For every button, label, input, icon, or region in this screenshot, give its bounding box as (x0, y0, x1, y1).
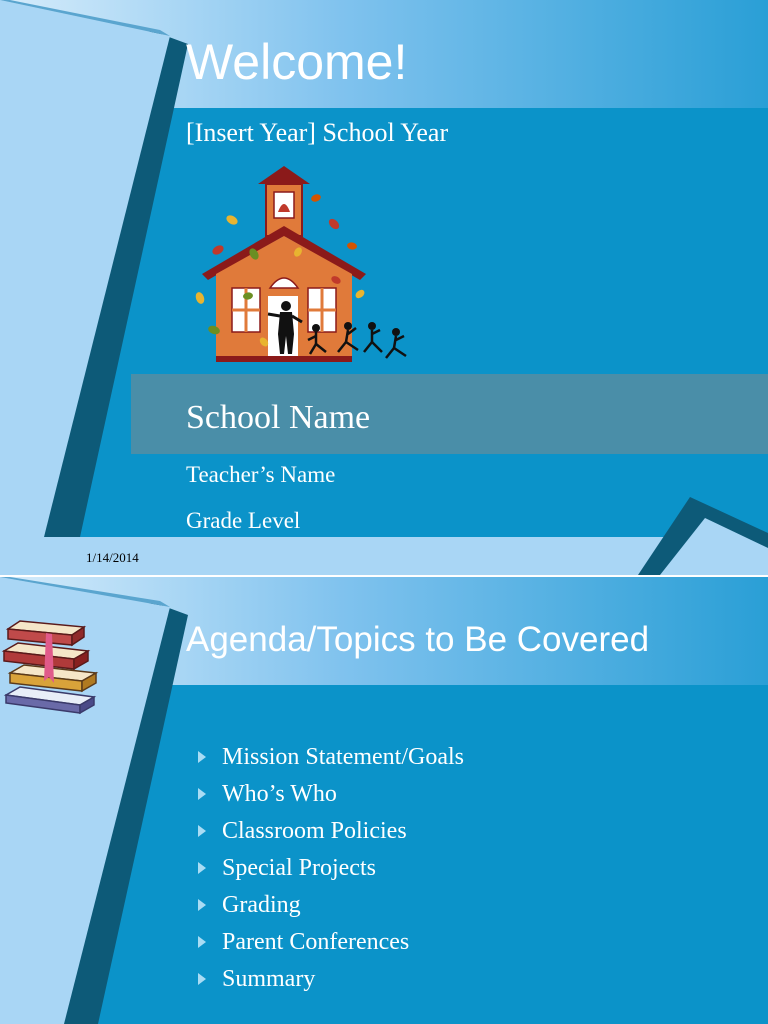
grade-level: Grade Level (186, 508, 301, 533)
bullet-arrow-icon (198, 899, 206, 911)
bullet-arrow-icon (198, 936, 206, 948)
book-stack-icon (0, 613, 104, 717)
list-item (196, 778, 464, 815)
slide-title: Agenda/Topics to Be Covered (186, 620, 650, 659)
agenda-item-label: Special Projects (222, 855, 376, 881)
slide-title: Welcome! (186, 34, 408, 90)
agenda-item-label: Who’s Who (222, 781, 337, 807)
agenda-item-label: Summary (222, 966, 316, 992)
list-item (196, 889, 464, 926)
school-name: School Name (186, 399, 371, 436)
schoolhouse-icon (188, 164, 414, 368)
list-item (196, 741, 464, 778)
list-item (196, 963, 464, 1000)
bullet-arrow-icon (198, 973, 206, 985)
agenda-item-label: Mission Statement/Goals (222, 744, 464, 770)
bullet-arrow-icon (198, 862, 206, 874)
list-item (196, 852, 464, 889)
teacher-name: Teacher’s Name (186, 462, 336, 487)
slide-date: 1/14/2014 (86, 550, 139, 565)
agenda-item-label: Grading (222, 892, 301, 918)
agenda-list (196, 741, 464, 1000)
list-item (196, 926, 464, 963)
list-item (196, 815, 464, 852)
school-year-subtitle: [Insert Year] School Year (186, 118, 449, 147)
bullet-arrow-icon (198, 825, 206, 837)
agenda-item-label: Classroom Policies (222, 818, 407, 844)
agenda-slide (0, 577, 768, 1024)
agenda-item-label: Parent Conferences (222, 929, 410, 955)
bullet-arrow-icon (198, 788, 206, 800)
bullet-arrow-icon (198, 751, 206, 763)
